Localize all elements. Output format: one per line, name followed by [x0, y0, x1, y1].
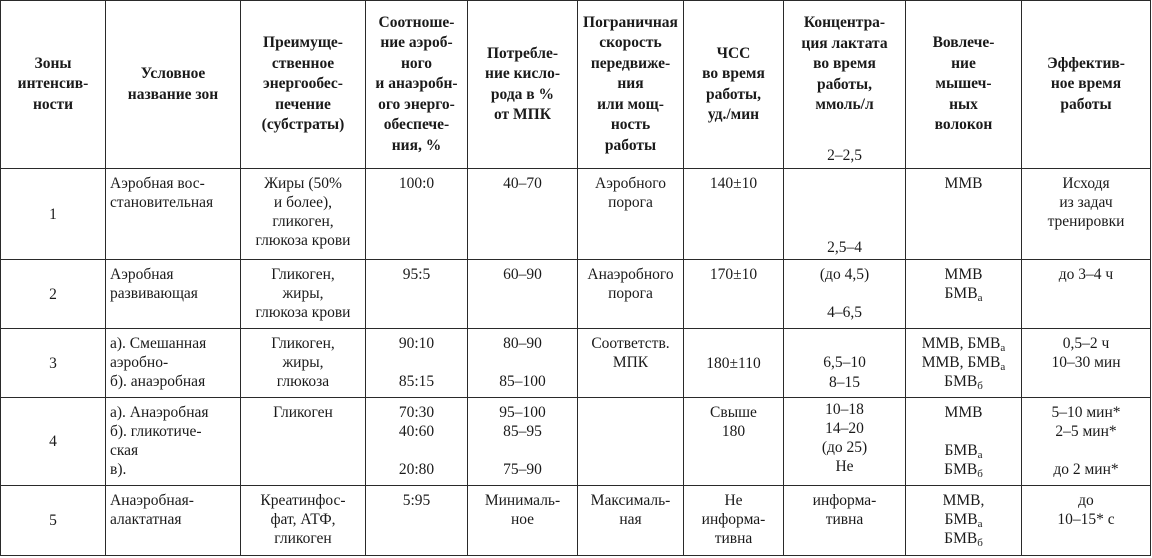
zone-fibers: ММВ [906, 169, 1022, 260]
zone-hr: 180±110 [684, 329, 784, 398]
zone-substrates: Жиры (50% и более), гликоген, глюкоза крови [241, 169, 366, 260]
zone-fibers: ММВ, $БМВ_а$ $БМВ_б$ [906, 486, 1022, 556]
zone-time: Исходя из задач тренировки [1022, 169, 1151, 260]
zone-speed [578, 398, 684, 486]
zone-name: Аэробная вос- становительная [106, 169, 241, 260]
zone-speed: Соответств. МПК [578, 329, 684, 398]
header-row [1, 1, 1151, 169]
zone-speed: Анаэробного порога [578, 260, 684, 329]
zone-oxygen: 95–100 85–95 75–90 [468, 398, 578, 486]
zone-ratio: 70:30 40:60 20:80 [366, 398, 468, 486]
zone-time: до 3–4 ч [1022, 260, 1151, 329]
header-lactate: Концентра- ция лактата во время работы, ммоль/л 2–2,5 [784, 1, 906, 169]
zone-hr: Свыше 180 [684, 398, 784, 486]
lactate-zone1-top: 2–2,5 [827, 146, 862, 164]
zone-speed: Аэробного порога [578, 169, 684, 260]
zone-number: 3 [1, 329, 106, 398]
zone-ratio: 100:0 [366, 169, 468, 260]
zone-ratio: 90:10 85:15 [366, 329, 468, 398]
zone-number: 5 [1, 486, 106, 556]
zone-oxygen: 40–70 [468, 169, 578, 260]
zone-time: 5–10 мин* 2–5 мин* до 2 мин* [1022, 398, 1151, 486]
header-fibers: Вовлече- ние мышеч- ных волокон [906, 1, 1022, 169]
zone-speed: Максималь- ная [578, 486, 684, 556]
zone-lactate: 2,5–4 [784, 169, 906, 260]
zone-lactate: 6,5–10 8–15 [784, 329, 906, 398]
header-substrates: Преимуще- ственное энергообес- печение (субстраты) [241, 1, 366, 169]
zone-oxygen: 60–90 [468, 260, 578, 329]
zone-name: Анаэробная- алактатная [106, 486, 241, 556]
table-row [1, 169, 1151, 260]
header-zone: Зоны интенсив- ности [1, 1, 106, 169]
zone-hr: 140±10 [684, 169, 784, 260]
zone-substrates: Гликоген [241, 398, 366, 486]
zone-fibers: ММВ $БМВ_а$ $БМВ_б$ [906, 398, 1022, 486]
header-speed: Пограничная скорость передвиже- ния или мощ- ность работы [578, 1, 684, 169]
zone-lactate: 10–18 14–20 (до 25) Не [784, 398, 906, 486]
zone-name: а). Смешанная аэробно- б). анаэробная [106, 329, 241, 398]
table-row [1, 486, 1151, 556]
header-oxygen: Потребле- ние кисло- рода в % от МПК [468, 1, 578, 169]
zone-lactate: (до 4,5) 4–6,5 [784, 260, 906, 329]
zone-fibers: ММВ $БМВ_а$ [906, 260, 1022, 329]
zone-time: до 10–15* с [1022, 486, 1151, 556]
zone-number: 4 [1, 398, 106, 486]
zone-oxygen: 80–90 85–100 [468, 329, 578, 398]
table-row [1, 329, 1151, 398]
table-row [1, 398, 1151, 486]
zone-ratio: 95:5 [366, 260, 468, 329]
header-time: Эффектив- ное время работы [1022, 1, 1151, 169]
zone-substrates: Гликоген, жиры, глюкоза крови [241, 260, 366, 329]
zone-number: 2 [1, 260, 106, 329]
zone-number: 1 [1, 169, 106, 260]
zone-ratio: 5:95 [366, 486, 468, 556]
zone-fibers: ММВ, $БМВ_а$ ММВ, $БМВ_а$ $БМВ_б$ [906, 329, 1022, 398]
zone-oxygen: Минималь- ное [468, 486, 578, 556]
header-name: Условное название зон [106, 1, 241, 169]
zone-hr: Не информа- тивна [684, 486, 784, 556]
zone-name: а). Анаэробная б). гликотиче- ская в). [106, 398, 241, 486]
zone-time: 0,5–2 ч 10–30 мин [1022, 329, 1151, 398]
header-hr: ЧСС во время работы, уд./мин [684, 1, 784, 169]
zone-lactate: информа- тивна [784, 486, 906, 556]
zone-hr: 170±10 [684, 260, 784, 329]
zone-name: Аэробная развивающая [106, 260, 241, 329]
header-ratio: Соотноше- ние аэроб- ного и анаэробн- ого энерго- обеспече- ния, % [366, 1, 468, 169]
table-row [1, 260, 1151, 329]
zone-substrates: Гликоген, жиры, глюкоза [241, 329, 366, 398]
zone-substrates: Креатинфос- фат, АТФ, гликоген [241, 486, 366, 556]
